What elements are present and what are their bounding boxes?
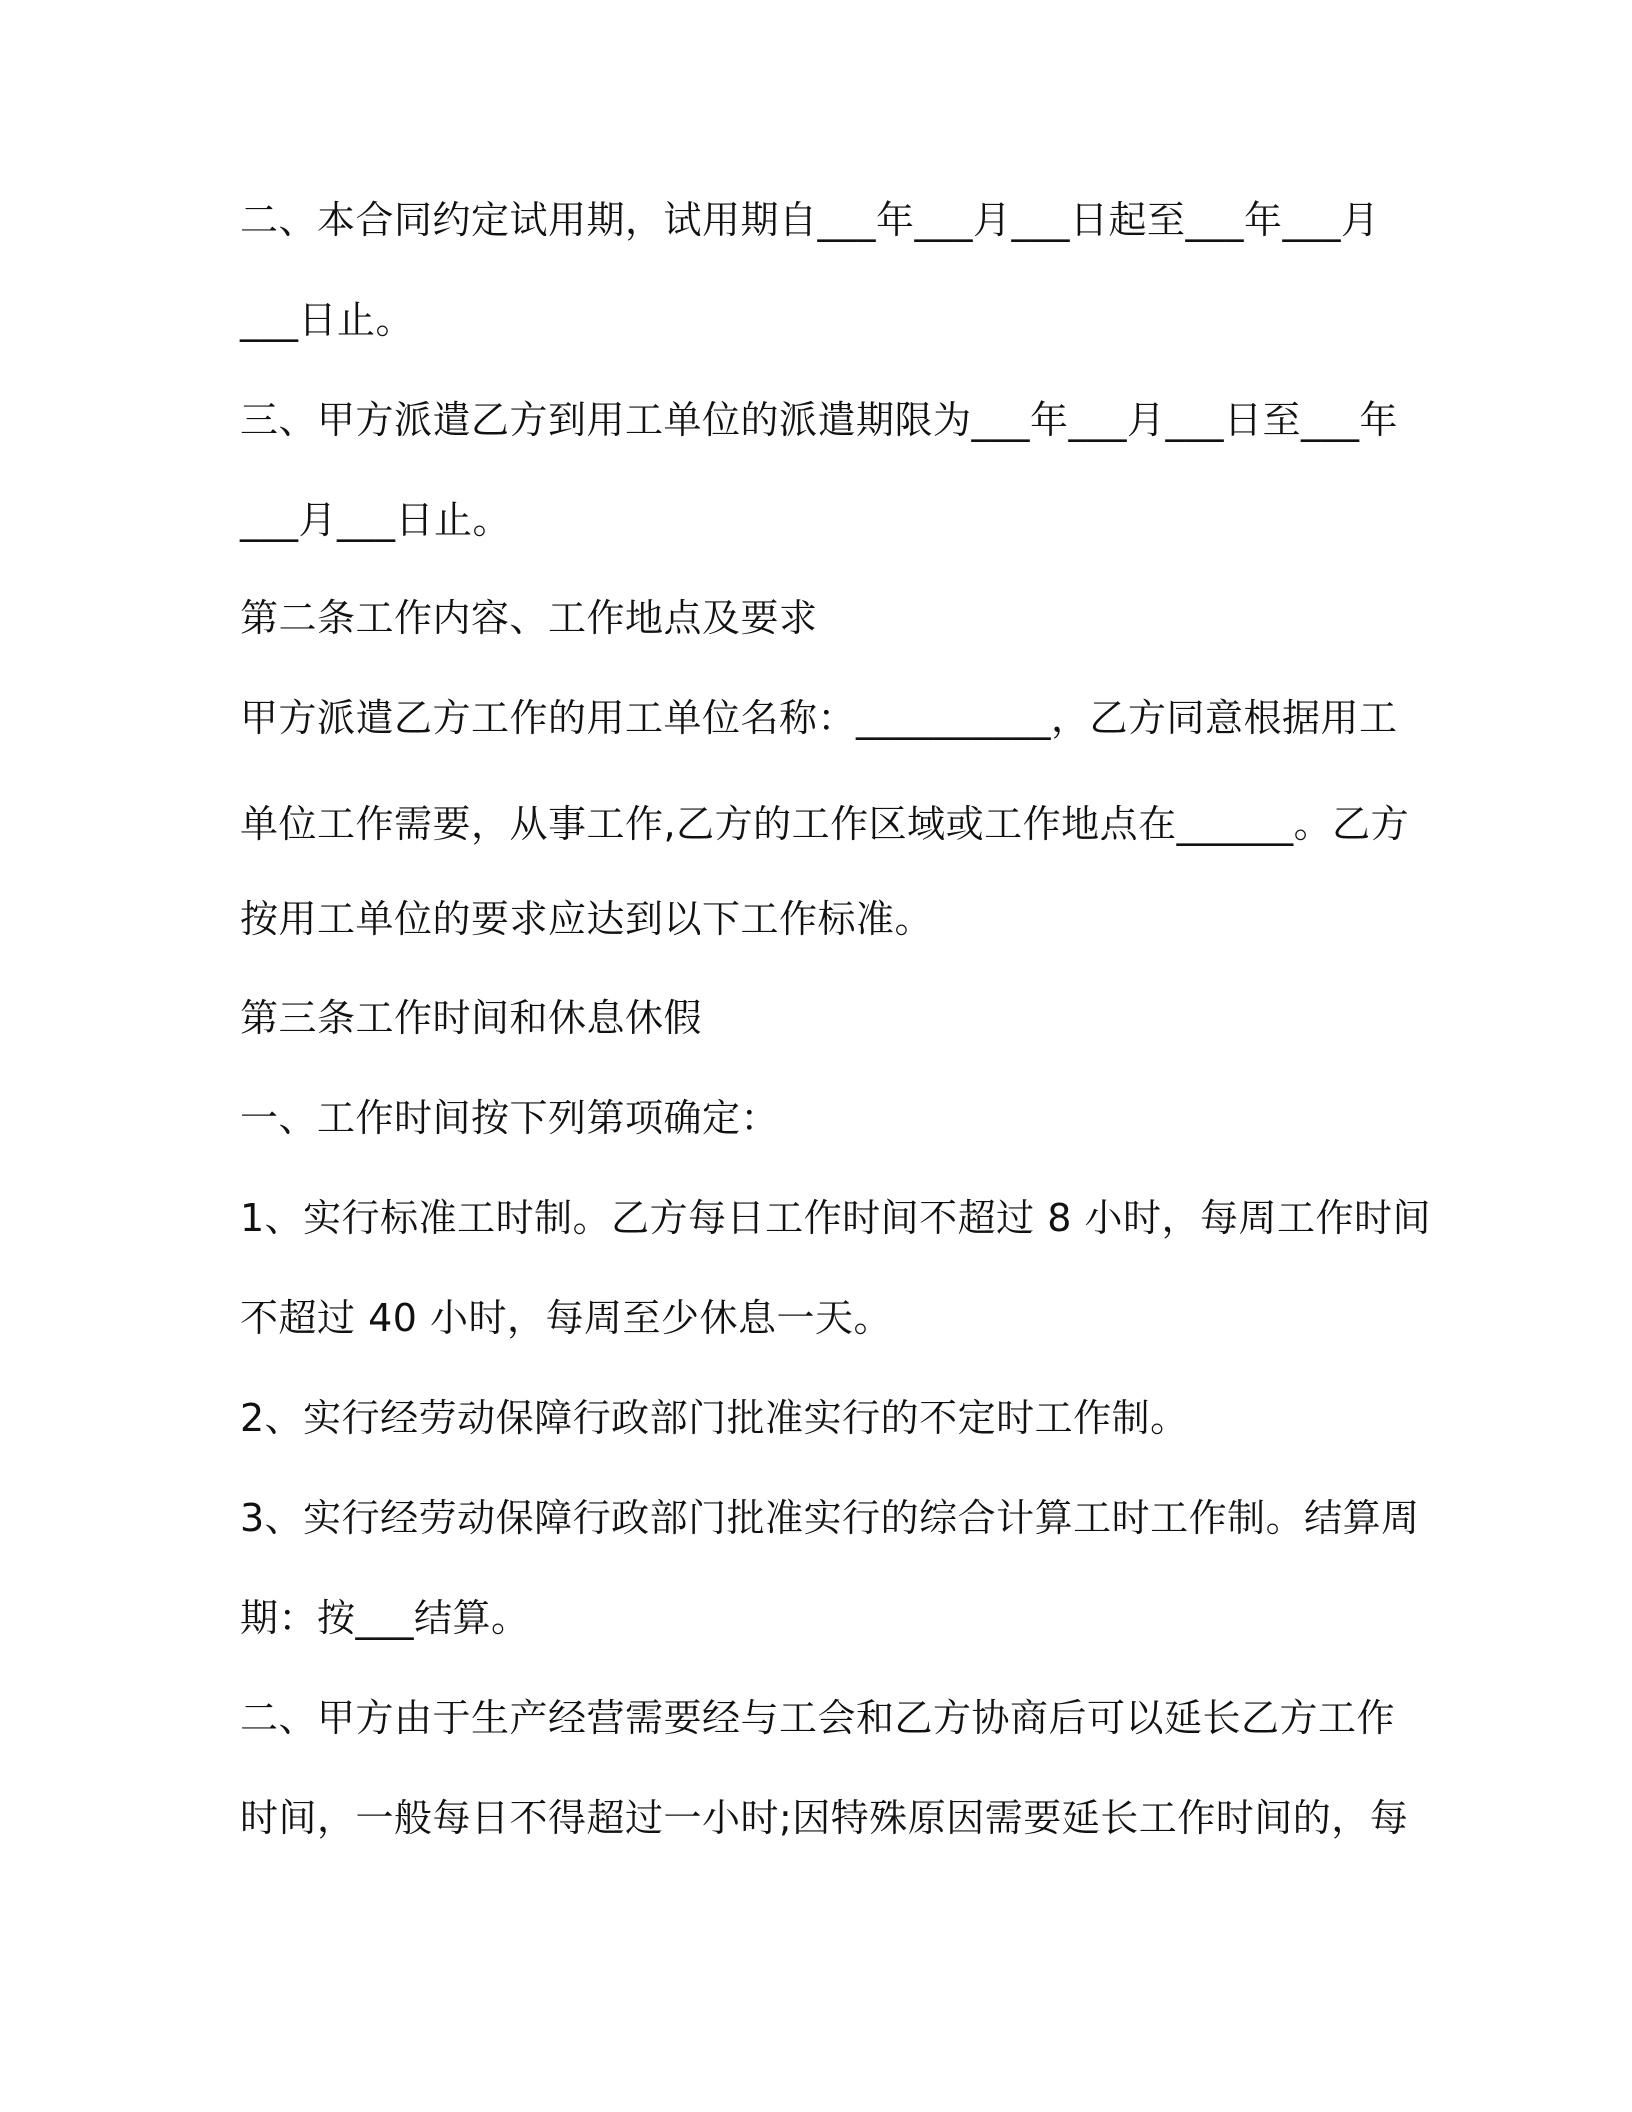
article-3-heading: 第三条工作时间和休息休假 bbox=[240, 996, 703, 1040]
clause-overtime: 二、甲方由于生产经营需要经与工会和乙方协商后可以延长乙方工作 bbox=[240, 1696, 1396, 1740]
clause-overtime-cont: 时间，一般每日不得超过一小时;因特殊原因需要延长工作时间的，每 bbox=[240, 1796, 1409, 1840]
article-2-heading: 第二条工作内容、工作地点及要求 bbox=[240, 596, 818, 640]
clause-dispatch-period-end: ___月___日止。 bbox=[240, 498, 512, 542]
clause-dispatch-period: 三、甲方派遣乙方到用工单位的派遣期限为___年___月___日至___年 bbox=[240, 398, 1399, 442]
item-comprehensive-hours-cont: 期：按___结算。 bbox=[240, 1596, 530, 1640]
item-comprehensive-hours: 3、实行经劳动保障行政部门批准实行的综合计算工时工作制。结算周 bbox=[240, 1496, 1420, 1540]
clause-work-unit: 甲方派遣乙方工作的用工单位名称：__________，乙方同意根据用工 bbox=[240, 696, 1398, 740]
clause-work-location: 单位工作需要，从事工作,乙方的工作区域或工作地点在______。乙方 bbox=[240, 802, 1410, 846]
clause-work-standard: 按用工单位的要求应达到以下工作标准。 bbox=[240, 897, 934, 941]
item-standard-hours-cont: 不超过 40 小时，每周至少休息一天。 bbox=[240, 1296, 893, 1340]
clause-working-hours: 一、工作时间按下列第项确定： bbox=[240, 1096, 780, 1140]
clause-probation-period-end: ___日止。 bbox=[240, 298, 415, 342]
item-standard-hours: 1、实行标准工时制。乙方每日工作时间不超过 8 小时，每周工作时间 bbox=[240, 1196, 1432, 1240]
item-flexible-hours: 2、实行经劳动保障行政部门批准实行的不定时工作制。 bbox=[240, 1396, 1189, 1440]
clause-probation-period: 二、本合同约定试用期，试用期自___年___月___日起至___年___月 bbox=[240, 198, 1380, 242]
